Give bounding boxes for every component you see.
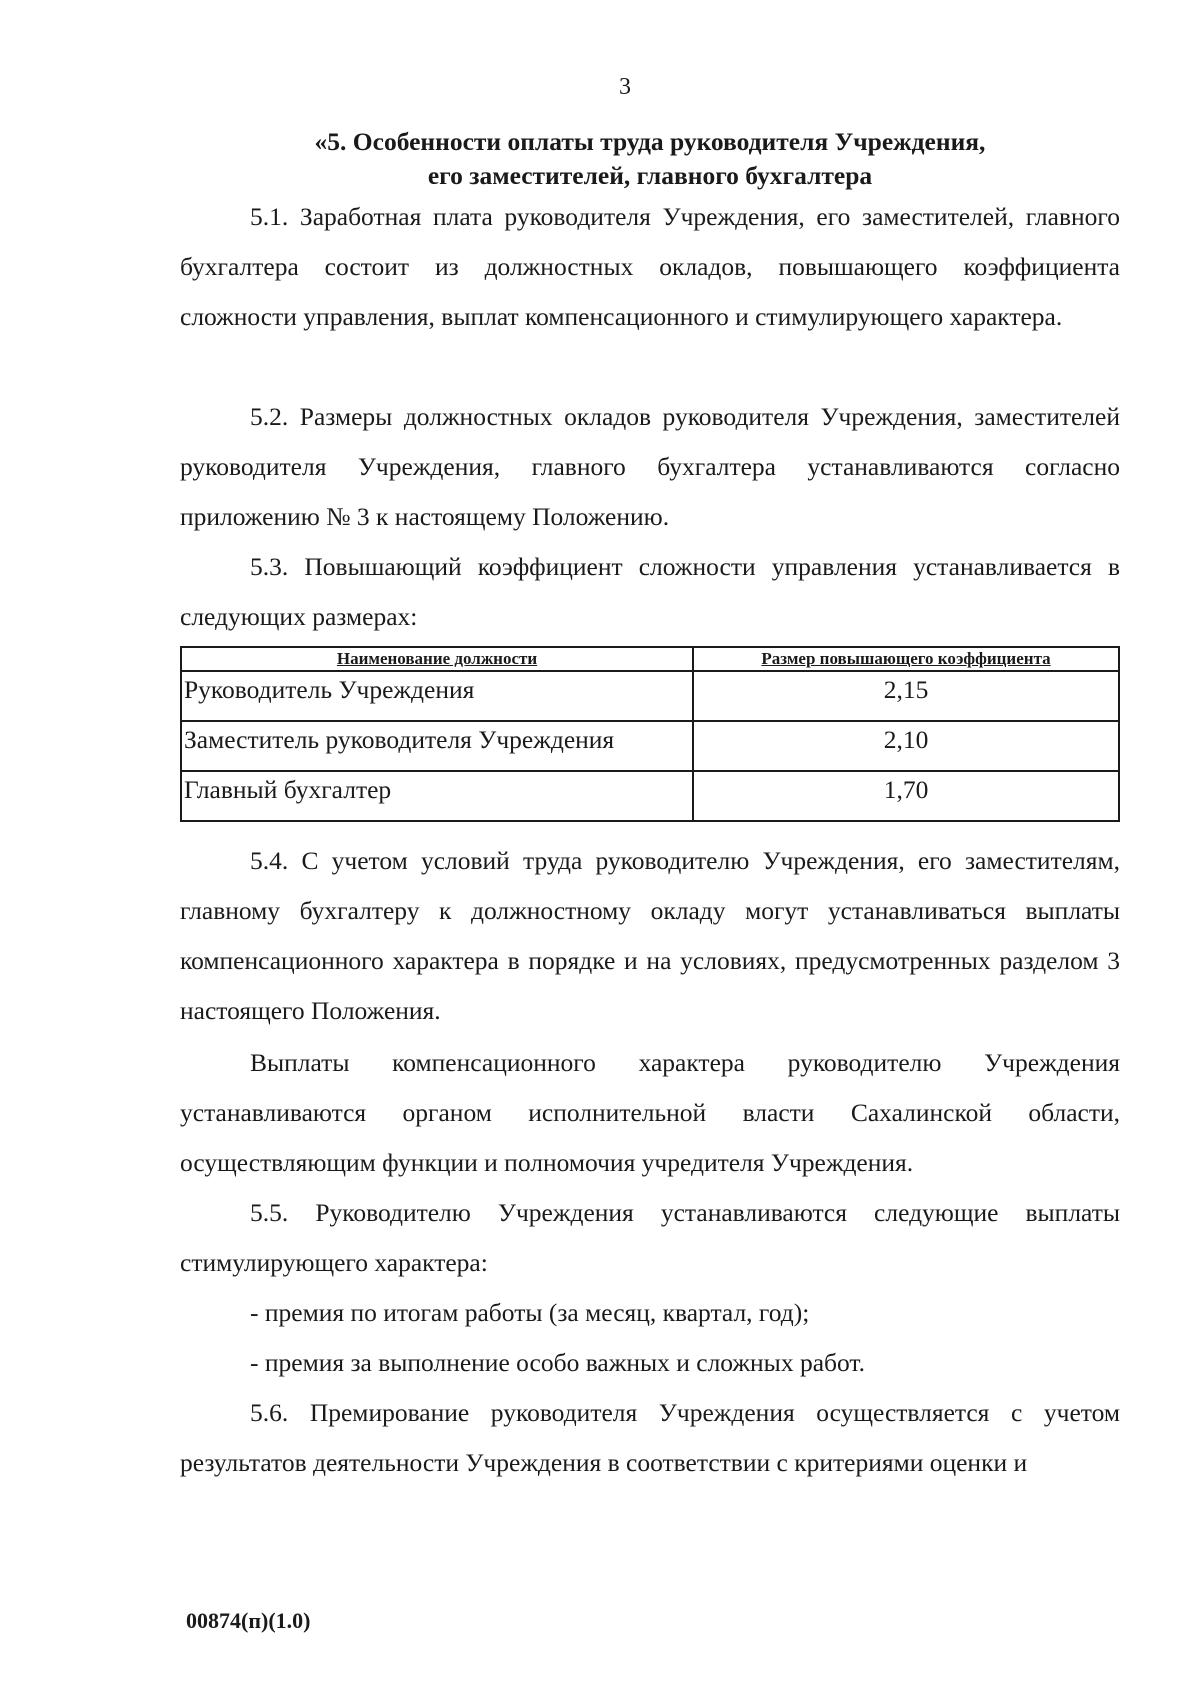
table-cell-coefficient: 2,10 bbox=[693, 721, 1119, 771]
list-item: - премия по итогам работы (за месяц, квартал, год); bbox=[250, 1298, 810, 1327]
table-cell-coefficient: 2,15 bbox=[693, 671, 1119, 721]
table-cell-position: Заместитель руководителя Учреждения bbox=[181, 721, 693, 771]
paragraph-5-1: 5.1. Заработная плата руководителя Учреждения, его заместителей, главного бухгалтера состоит из должностных окладов, повышающего коэффициента сложности управления, выплат компенсационного и стимулирующего характера. bbox=[180, 202, 1120, 331]
paragraph-5-3: 5.3. Повышающий коэффициент сложности управления устанавливается в следующих размерах: bbox=[180, 552, 1120, 631]
table-header-coefficient: Размер повышающего коэффициента bbox=[693, 647, 1119, 671]
table-header-position: Наименование должности bbox=[181, 647, 693, 671]
table-cell-coefficient: 1,70 bbox=[693, 771, 1119, 821]
table-cell-position: Руководитель Учреждения bbox=[181, 671, 693, 721]
table-row bbox=[181, 771, 1119, 821]
table-header-row bbox=[181, 647, 1119, 671]
list-item: - премия за выполнение особо важных и сложных работ. bbox=[250, 1348, 866, 1377]
page-number: 3 bbox=[619, 74, 631, 100]
table-row bbox=[181, 721, 1119, 771]
paragraph-5-6: 5.6. Премирование руководителя Учреждения осуществляется с учетом результатов деятельности Учреждения в соответствии с критериями оценки и bbox=[180, 1398, 1120, 1477]
document-code: 00874(п)(1.0) bbox=[186, 1608, 311, 1633]
paragraph-5-5: 5.5. Руководителю Учреждения устанавливаются следующие выплаты стимулирующего характера: bbox=[180, 1198, 1120, 1277]
section-title-line-2: его заместителей, главного бухгалтера bbox=[427, 161, 873, 190]
section-title bbox=[180, 125, 1120, 193]
table-row bbox=[181, 671, 1119, 721]
section-title-line-1: «5. Особенности оплаты труда руководителя Учреждения, bbox=[314, 127, 986, 156]
paragraph-5-2: 5.2. Размеры должностных окладов руководителя Учреждения, заместителей руководителя Учреждения, главного бухгалтера устанавливаются согласно приложению № 3 к настоящему Положению. bbox=[180, 402, 1120, 531]
table-cell-position: Главный бухгалтер bbox=[181, 771, 693, 821]
paragraph-5-4: 5.4. С учетом условий труда руководителю Учреждения, его заместителям, главному бухгалтеру к должностному окладу могут устанавливаться выплаты компенсационного характера в порядке и на условиях, предусмотренных разделом 3 настоящего Положения. bbox=[180, 846, 1120, 1025]
paragraph-5-4-compensation: Выплаты компенсационного характера руководителю Учреждения устанавливаются органом исполнительной власти Сахалинской области, осуществляющим функции и полномочия учредителя Учреждения. bbox=[180, 1048, 1120, 1177]
coefficient-table bbox=[180, 646, 1120, 822]
